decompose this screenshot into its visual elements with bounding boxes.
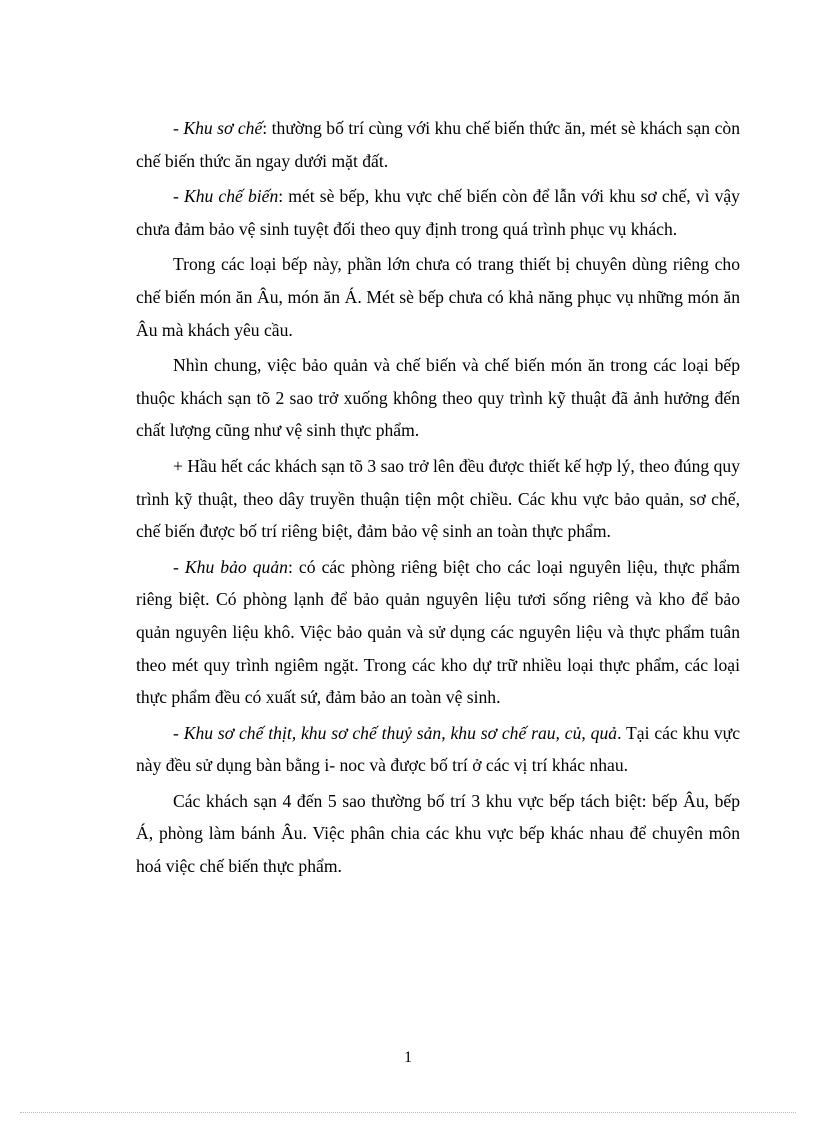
paragraph-text: : mét sè bếp, khu vực chế biến còn để lẫn với khu sơ chế, vì vậy chưa đảm bảo vệ sinh tuyệt đối theo quy định trong quá trình phục vụ khách. (136, 186, 740, 239)
paragraph-khu-bao-quan (136, 551, 740, 714)
paragraph-3-sao (136, 450, 740, 548)
paragraph-lead: - (173, 118, 184, 138)
paragraph-khu-che-bien (136, 180, 740, 245)
paragraph-text: . Tại các khu vực này đều sử dụng bàn bằng i- noc và được bố trí ở các vị trí khác nhau. (136, 722, 741, 776)
page-number: 1 (404, 1049, 412, 1066)
paragraph-4-5-sao (136, 785, 740, 883)
paragraph-term: Khu chế biến (183, 186, 279, 207)
paragraph-khu-so-che (136, 112, 740, 177)
document-body (136, 112, 740, 886)
paragraph-text: + Hầu hết các khách sạn tõ 3 sao trở lên đều được thiết kế hợp lý, theo đúng quy trình kỹ thuật, theo dây truyền thuận tiện một chiều. Các khu vực bảo quản, sơ chế, chế biến được bố trí riêng biệt, đảm bảo vệ sinh an toàn thực phẩm. (136, 455, 740, 542)
paragraph-lead: - (173, 556, 185, 577)
paragraph-term: Khu sơ chế (183, 118, 263, 138)
paragraph-khu-so-che-thit (136, 717, 740, 782)
paragraph-term: Khu sơ chế thịt, khu sơ chế thuỷ sản, khu sơ chế rau, củ, quả (183, 722, 618, 743)
paragraph-trang-thiet-bi (136, 248, 740, 346)
paragraph-text: Các khách sạn 4 đến 5 sao thường bố trí 3 khu vực bếp tách biệt: bếp Âu, bếp Á, phòng làm bánh Âu. Việc phân chia các khu vực bếp khác nhau để chuyên môn hoá việc chế biến thực phẩm. (136, 790, 740, 877)
paragraph-text: Nhìn chung, việc bảo quản và chế biến và chế biến món ăn trong các loại bếp thuộc khách sạn tõ 2 sao trở xuống không theo quy trình kỹ thuật đã ảnh hưởng đến chất lượng cũng như vệ sinh thực phẩm. (136, 355, 740, 441)
paragraph-nhin-chung (136, 349, 740, 447)
paragraph-term: Khu bảo quản (184, 556, 288, 577)
paragraph-text: : có các phòng riêng biệt cho các loại nguyên liệu, thực phẩm riêng biệt. Có phòng lạnh để bảo quản nguyên liệu tươi sống riêng và kho để bảo quản nguyên liệu khô. Việc bảo quản và sử dụng các nguyên liệu và thực phẩm tuân theo mét quy trình ngiêm ngặt. Trong các kho dự trữ nhiều loại thực phẩm, các loại thực phẩm đều có xuất sứ, đảm bảo an toàn vệ sinh. (136, 556, 740, 708)
paragraph-lead: - (173, 186, 184, 207)
paragraph-text: Trong các loại bếp này, phần lớn chưa có trang thiết bị chuyên dùng riêng cho chế biến món ăn Âu, món ăn Á. Mét sè bếp chưa có khả năng phục vụ những món ăn Âu mà khách yêu cầu. (136, 254, 740, 340)
paragraph-text: : thường bố trí cùng với khu chế biến thức ăn, mét sè khách sạn còn chế biến thức ăn ngay dưới mặt đất. (136, 118, 740, 171)
paragraph-lead: - (173, 722, 184, 743)
page-bottom-divider (20, 1112, 796, 1113)
